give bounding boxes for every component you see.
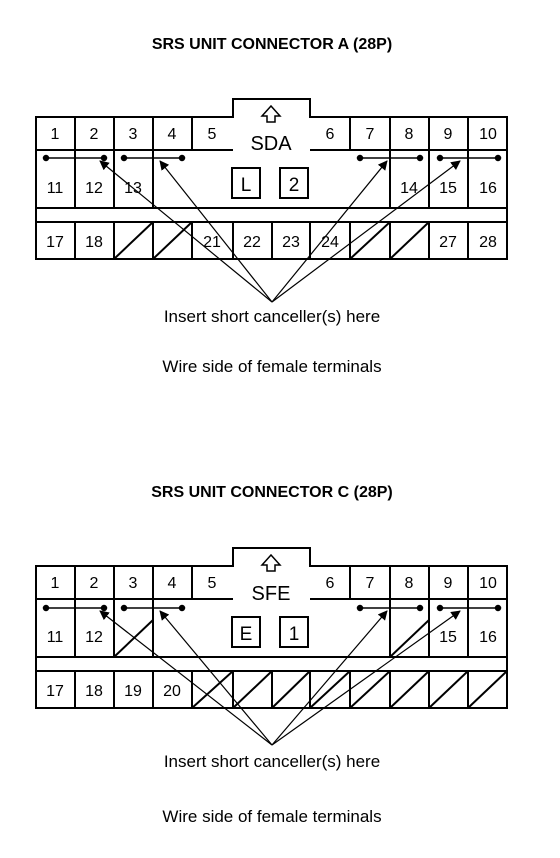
pin-label: 8 [404, 126, 414, 143]
connector-c-code: SFE [251, 583, 291, 605]
connector-a-title: SRS UNIT CONNECTOR A (28P) [151, 36, 393, 53]
connector-a-key-box-right-label: 2 [288, 175, 300, 196]
pin-label: 5 [207, 575, 217, 592]
pin-label: 18 [85, 234, 103, 251]
pin-label: 21 [203, 234, 221, 251]
pin-label: 9 [443, 575, 453, 592]
connector-a-key [232, 106, 308, 198]
pin-label: 17 [46, 234, 64, 251]
connector-a-key-box-left-label: L [240, 175, 252, 196]
connector-c-key [232, 555, 308, 647]
connector-c-caption: Insert short canceller(s) here [163, 752, 381, 771]
pin-label: 15 [439, 180, 457, 197]
pin-label: 1 [50, 575, 60, 592]
pin-label: 24 [321, 234, 339, 251]
connector-a-subcaption: Wire side of female terminals [162, 357, 382, 376]
connector-c-subcaption: Wire side of female terminals [162, 807, 382, 826]
connector-c [36, 484, 507, 826]
pin-label: 5 [207, 126, 217, 143]
pin-label: 11 [46, 180, 64, 197]
pin-label: 13 [124, 180, 142, 197]
pin-label: 9 [443, 126, 453, 143]
pin-label: 4 [167, 126, 177, 143]
pin-label: 2 [89, 126, 99, 143]
pin-label: 14 [400, 180, 418, 197]
pin-label: 12 [85, 180, 103, 197]
pin-label: 18 [85, 683, 103, 700]
connector-a-caption: Insert short canceller(s) here [163, 307, 381, 326]
pin-label: 4 [167, 575, 177, 592]
up-arrow-icon [262, 555, 280, 571]
pin-label: 3 [128, 126, 138, 143]
pin-label: 16 [479, 180, 497, 197]
pin-label: 22 [243, 234, 261, 251]
connector-a-short-cancellers [44, 156, 501, 161]
pin-label: 2 [89, 575, 99, 592]
pin-label: 12 [85, 629, 103, 646]
pin-label: 10 [479, 126, 497, 143]
up-arrow-icon [262, 106, 280, 122]
pin-label: 23 [282, 234, 300, 251]
pin-label: 6 [325, 126, 335, 143]
pin-label: 3 [128, 575, 138, 592]
pin-label: 19 [124, 683, 142, 700]
pin-label: 1 [50, 126, 60, 143]
connector-c-title: SRS UNIT CONNECTOR C (28P) [151, 484, 393, 501]
connector-c-key-box-left-label: E [239, 624, 253, 645]
pin-label: 28 [479, 234, 497, 251]
connector-c-short-cancellers [44, 606, 501, 611]
pin-label: 11 [46, 629, 64, 646]
pin-label: 17 [46, 683, 64, 700]
pin-label: 15 [439, 629, 457, 646]
pin-label: 7 [365, 126, 375, 143]
connector-a [36, 36, 507, 376]
pin-label: 27 [439, 234, 457, 251]
pin-label: 8 [404, 575, 414, 592]
pin-label: 16 [479, 629, 497, 646]
pin-label: 20 [163, 683, 181, 700]
pin-label: 6 [325, 575, 335, 592]
connector-c-key-box-right-label: 1 [288, 624, 300, 645]
pin-label: 7 [365, 575, 375, 592]
connector-a-code: SDA [250, 133, 292, 155]
pin-label: 10 [479, 575, 497, 592]
